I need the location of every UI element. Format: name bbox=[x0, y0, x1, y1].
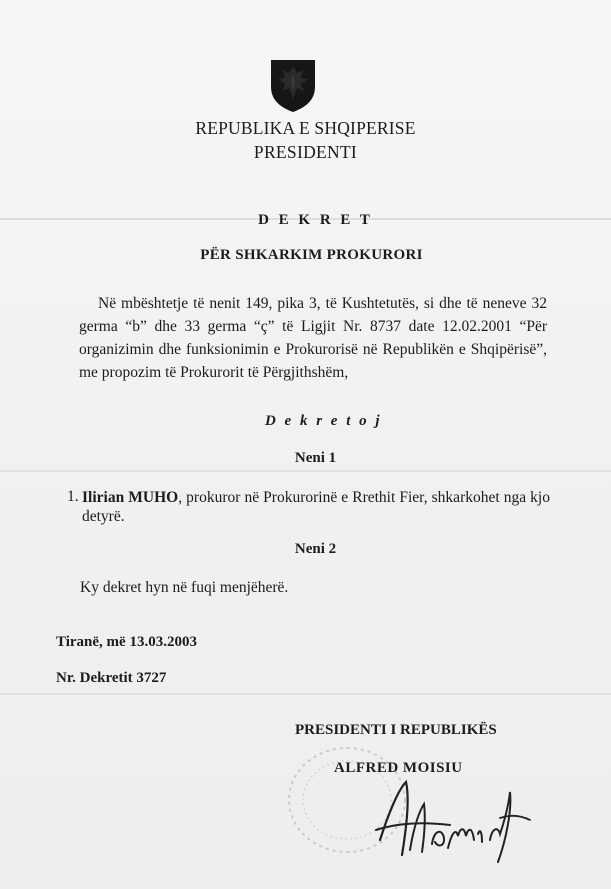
scan-artifact-line bbox=[0, 470, 611, 472]
article-2-heading: Neni 2 bbox=[294, 541, 337, 557]
albanian-eagle-emblem-icon bbox=[268, 57, 318, 113]
preamble-line-3: organizimin dhe funksionimin e Prokurorisë në Republikën e Shqipërisë”, bbox=[79, 341, 547, 358]
decree-subtitle: PËR SHKARKIM PROKURORI bbox=[200, 247, 423, 263]
preamble-line-4: me propozim të Prokurorit të Përgjithshëm, bbox=[79, 364, 349, 381]
president-heading: PRESIDENTI bbox=[253, 142, 358, 162]
republic-heading: REPUBLIKA E SHQIPERISE bbox=[195, 118, 416, 138]
article-1-text bbox=[82, 488, 550, 527]
scan-artifact-line bbox=[0, 693, 611, 695]
article-1-heading: Neni 1 bbox=[294, 450, 337, 466]
decree-title: D E K R E T bbox=[258, 212, 373, 228]
dismissed-person-name: Ilirian MUHO bbox=[82, 489, 179, 506]
signatory-name: ALFRED MOISIU bbox=[334, 760, 463, 776]
article-1-item-number: 1. bbox=[67, 488, 79, 505]
article-1-body: , prokuror në Prokurorinë e Rrethit Fier, shkarkohet nga kjo detyrë. bbox=[82, 489, 550, 526]
preamble-line-1: Në mbështetje të nenit 149, pika 3, të Kushtetutës, si dhe të neneve 32 bbox=[98, 295, 547, 312]
dekretoj-heading: D e k r e t o j bbox=[264, 413, 383, 429]
preamble-line-2: germa “b” dhe 33 germa “ç” të Ligjit Nr. 8737 date 12.02.2001 “Për bbox=[79, 318, 547, 335]
place-and-date: Tiranë, më 13.03.2003 bbox=[56, 634, 197, 650]
article-2-text: Ky dekret hyn në fuqi menjëherë. bbox=[80, 579, 289, 596]
handwritten-signature bbox=[340, 770, 540, 870]
signatory-title: PRESIDENTI I REPUBLIKËS bbox=[295, 722, 497, 738]
decree-number: Nr. Dekretit 3727 bbox=[56, 670, 167, 686]
